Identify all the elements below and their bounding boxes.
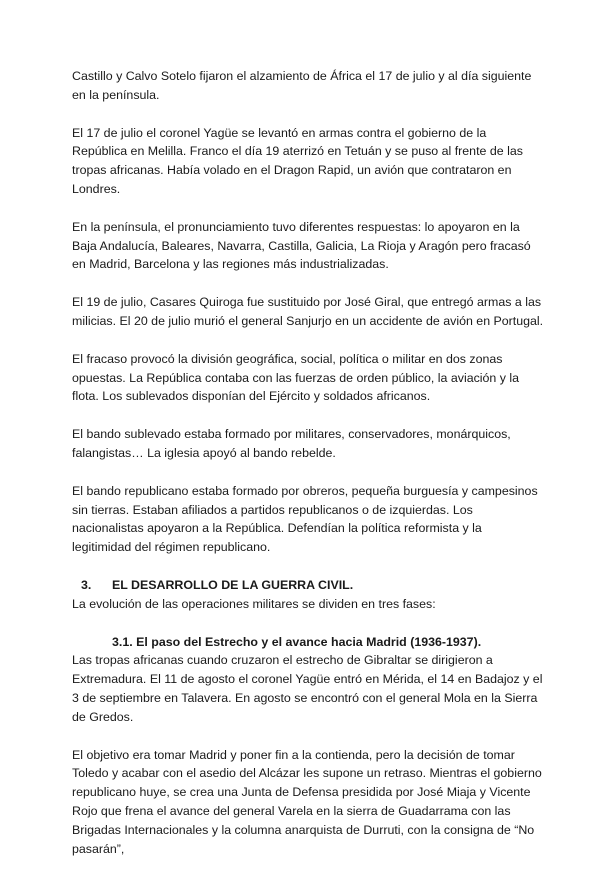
- subsection-heading: 3.1. El paso del Estrecho y el avance hacia Madrid (1936-1937).: [112, 634, 482, 649]
- paragraph-objetivo-madrid: El objetivo era tomar Madrid y poner fin a la contienda, pero la decisión de tomar Toledo y acabar con el asedio del Alcázar les supone un retraso. Mientras el gobierno republicano huye, se crea una Junta de Defensa presidida por José Miaja y Vicente Rojo que frena el avance del general Varela en la sierra de Guadarrama con las Brigadas Internacionales y la columna anarquista de Durruti, con la consigna de “No pasarán”,: [72, 747, 542, 856]
- section-number: 3.: [81, 577, 92, 592]
- section-heading: [72, 576, 544, 595]
- paragraph-yague-melilla: El 17 de julio el coronel Yagüe se levantó en armas contra el gobierno de la República en Melilla. Franco el día 19 aterrizó en Tetuán y se puso al frente de las tropas africanas. Había volado en el Dragon Rapid, un avión que contrataron en Londres.: [72, 125, 523, 196]
- paragraph-alzamiento: Castillo y Calvo Sotelo fijaron el alzamiento de África el 17 de julio y al día siguiente en la península.: [72, 69, 532, 102]
- section-intro: La evolución de las operaciones militares se dividen en tres fases:: [72, 596, 436, 611]
- paragraph-peninsula: En la península, el pronunciamiento tuvo diferentes respuestas: lo apoyaron en la Baja Andalucía, Baleares, Navarra, Castilla, Galicia, La Rioja y Aragón pero fracasó en Madrid, Barcelona y las regiones más industrializadas.: [72, 219, 531, 272]
- paragraph-casares-quiroga: El 19 de julio, Casares Quiroga fue sustituido por José Giral, que entregó armas a las milicias. El 20 de julio murió el general Sanjurjo en un accidente de avión en Portugal.: [72, 295, 544, 328]
- paragraph-division: El fracaso provocó la división geográfica, social, política o militar en dos zonas opuestas. La República contaba con las fuerzas de orden público, la aviación y la flota. Los sublevados disponían del Ejército y soldados africanos.: [72, 351, 520, 404]
- paragraph-bando-republicano: El bando republicano estaba formado por obreros, pequeña burguesía y campesinos sin tierras. Estaban afiliados a partidos republicanos o de izquierdas. Los nacionalistas apoyaron a la República. Defendían la política reformista y la legitimidad del régimen republicano.: [72, 483, 538, 555]
- paragraph-tropas-africanas: Las tropas africanas cuando cruzaron el estrecho de Gibraltar se dirigieron a Extremadura. El 11 de agosto el coronel Yagüe entró en Mérida, el 14 en Badajoz y el 3 de septiembre en Talavera. En agosto se encontró con el general Mola en la Sierra de Gredos.: [72, 653, 543, 724]
- document-body: [72, 67, 544, 877]
- section-title: EL DESARROLLO DE LA GUERRA CIVIL.: [112, 577, 354, 592]
- paragraph-bando-sublevado: El bando sublevado estaba formado por militares, conservadores, monárquicos, falangistas… La iglesia apoyó al bando rebelde.: [72, 427, 511, 460]
